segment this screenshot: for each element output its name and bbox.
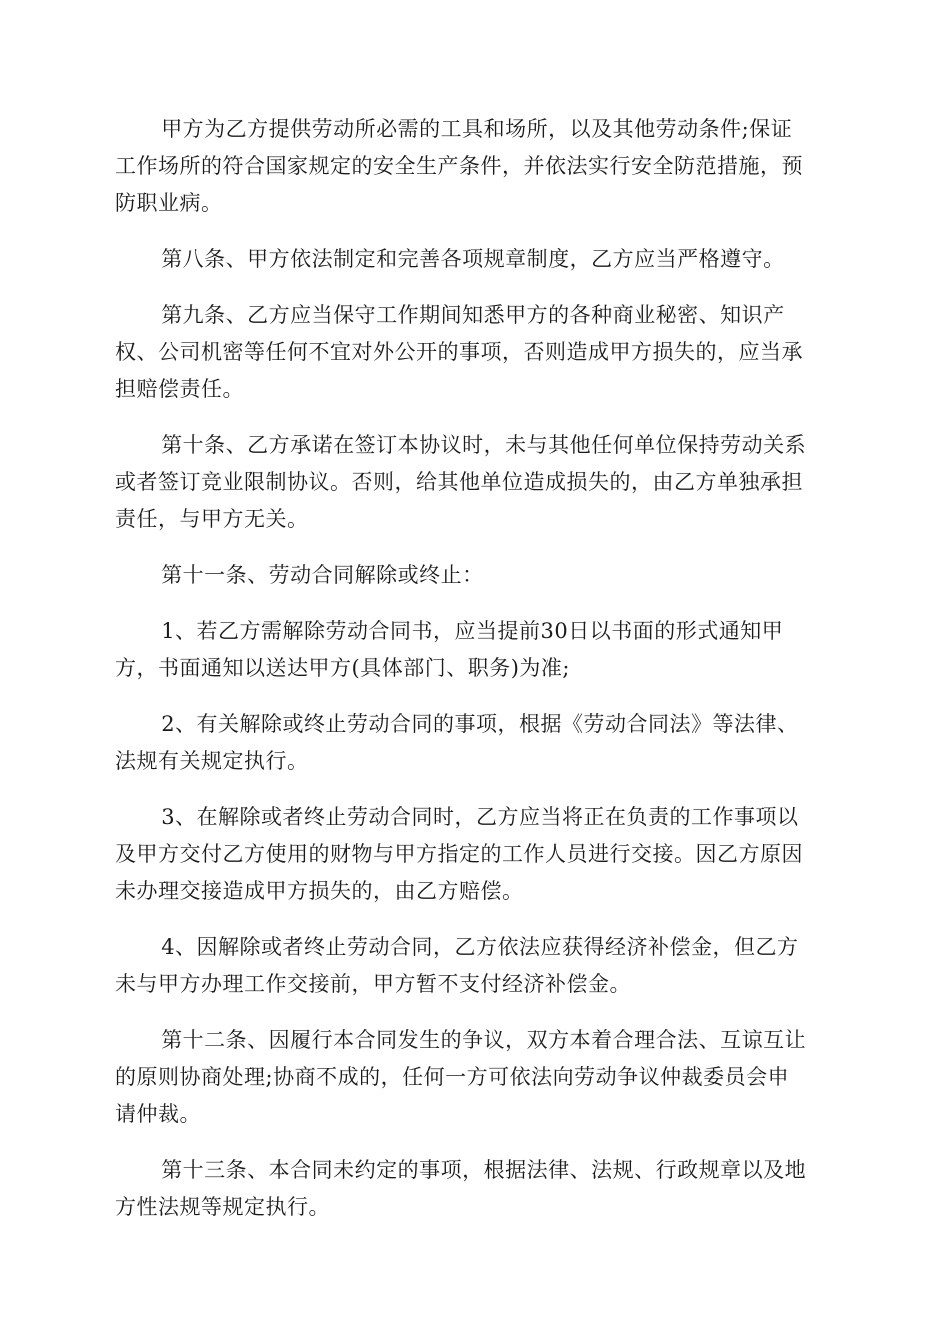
text-line: 方性法规等规定执行。 [115,1195,330,1219]
paragraph-work-conditions [115,111,835,222]
text-line: 未办理交接造成甲方损失的，由乙方赔偿。 [115,879,524,903]
text-line: 未与甲方办理工作交接前，甲方暂不支付经济补偿金。 [115,972,631,996]
text-line: 第十二条、因履行本合同发生的争议，双方本着合理合法、互谅互让 [161,1028,807,1052]
text-line: 及甲方交付乙方使用的财物与甲方指定的工作人员进行交接。因乙方原因 [115,842,803,866]
paragraph-article-10 [115,427,835,538]
text-line: 第十一条、劳动合同解除或终止： [161,563,484,587]
text-line: 方，书面通知以送达甲方(具体部门、职务)为准; [115,656,570,680]
paragraph-article-9 [115,297,835,408]
paragraph-article-8 [115,241,835,278]
text-line: 第九条、乙方应当保守工作期间知悉甲方的各种商业秘密、知识产 [161,303,785,327]
text-line: 防职业病。 [115,191,223,215]
text-line: 工作场所的符合国家规定的安全生产条件，并依法实行安全防范措施，预 [115,154,803,178]
paragraph-article-13 [115,1152,835,1226]
text-line: 第八条、甲方依法制定和完善各项规章制度，乙方应当严格遵守。 [161,247,785,271]
paragraph-article-11 [115,557,835,594]
text-line: 1、若乙方需解除劳动合同书，应当提前30日以书面的形式通知甲 [161,619,784,643]
text-line: 或者签订竞业限制协议。否则，给其他单位造成损失的，由乙方单独承担 [115,470,803,494]
text-line: 甲方为乙方提供劳动所必需的工具和场所，以及其他劳动条件;保证 [161,117,793,141]
text-line: 4、因解除或者终止劳动合同，乙方依法应获得经济补偿金，但乙方 [161,935,799,959]
text-line: 3、在解除或者终止劳动合同时，乙方应当将正在负责的工作事项以 [161,805,799,829]
paragraph-item-2 [115,706,835,780]
text-line: 责任，与甲方无关。 [115,507,309,531]
paragraph-item-3 [115,799,835,910]
text-line: 权、公司机密等任何不宜对外公开的事项，否则造成甲方损失的，应当承 [115,340,803,364]
text-line: 第十条、乙方承诺在签订本协议时，未与其他任何单位保持劳动关系 [161,433,807,457]
paragraph-article-12 [115,1022,835,1133]
paragraph-item-4 [115,929,835,1003]
text-line: 法规有关规定执行。 [115,749,309,773]
text-line: 2、有关解除或终止劳动合同的事项，根据《劳动合同法》等法律、 [161,712,799,736]
text-line: 第十三条、本合同未约定的事项，根据法律、法规、行政规章以及地 [161,1158,807,1182]
text-line: 的原则协商处理;协商不成的，任何一方可依法向劳动争议仲裁委员会申 [115,1065,790,1089]
text-line: 请仲裁。 [115,1102,201,1126]
text-line: 担赔偿责任。 [115,377,244,401]
paragraph-item-1 [115,613,835,687]
